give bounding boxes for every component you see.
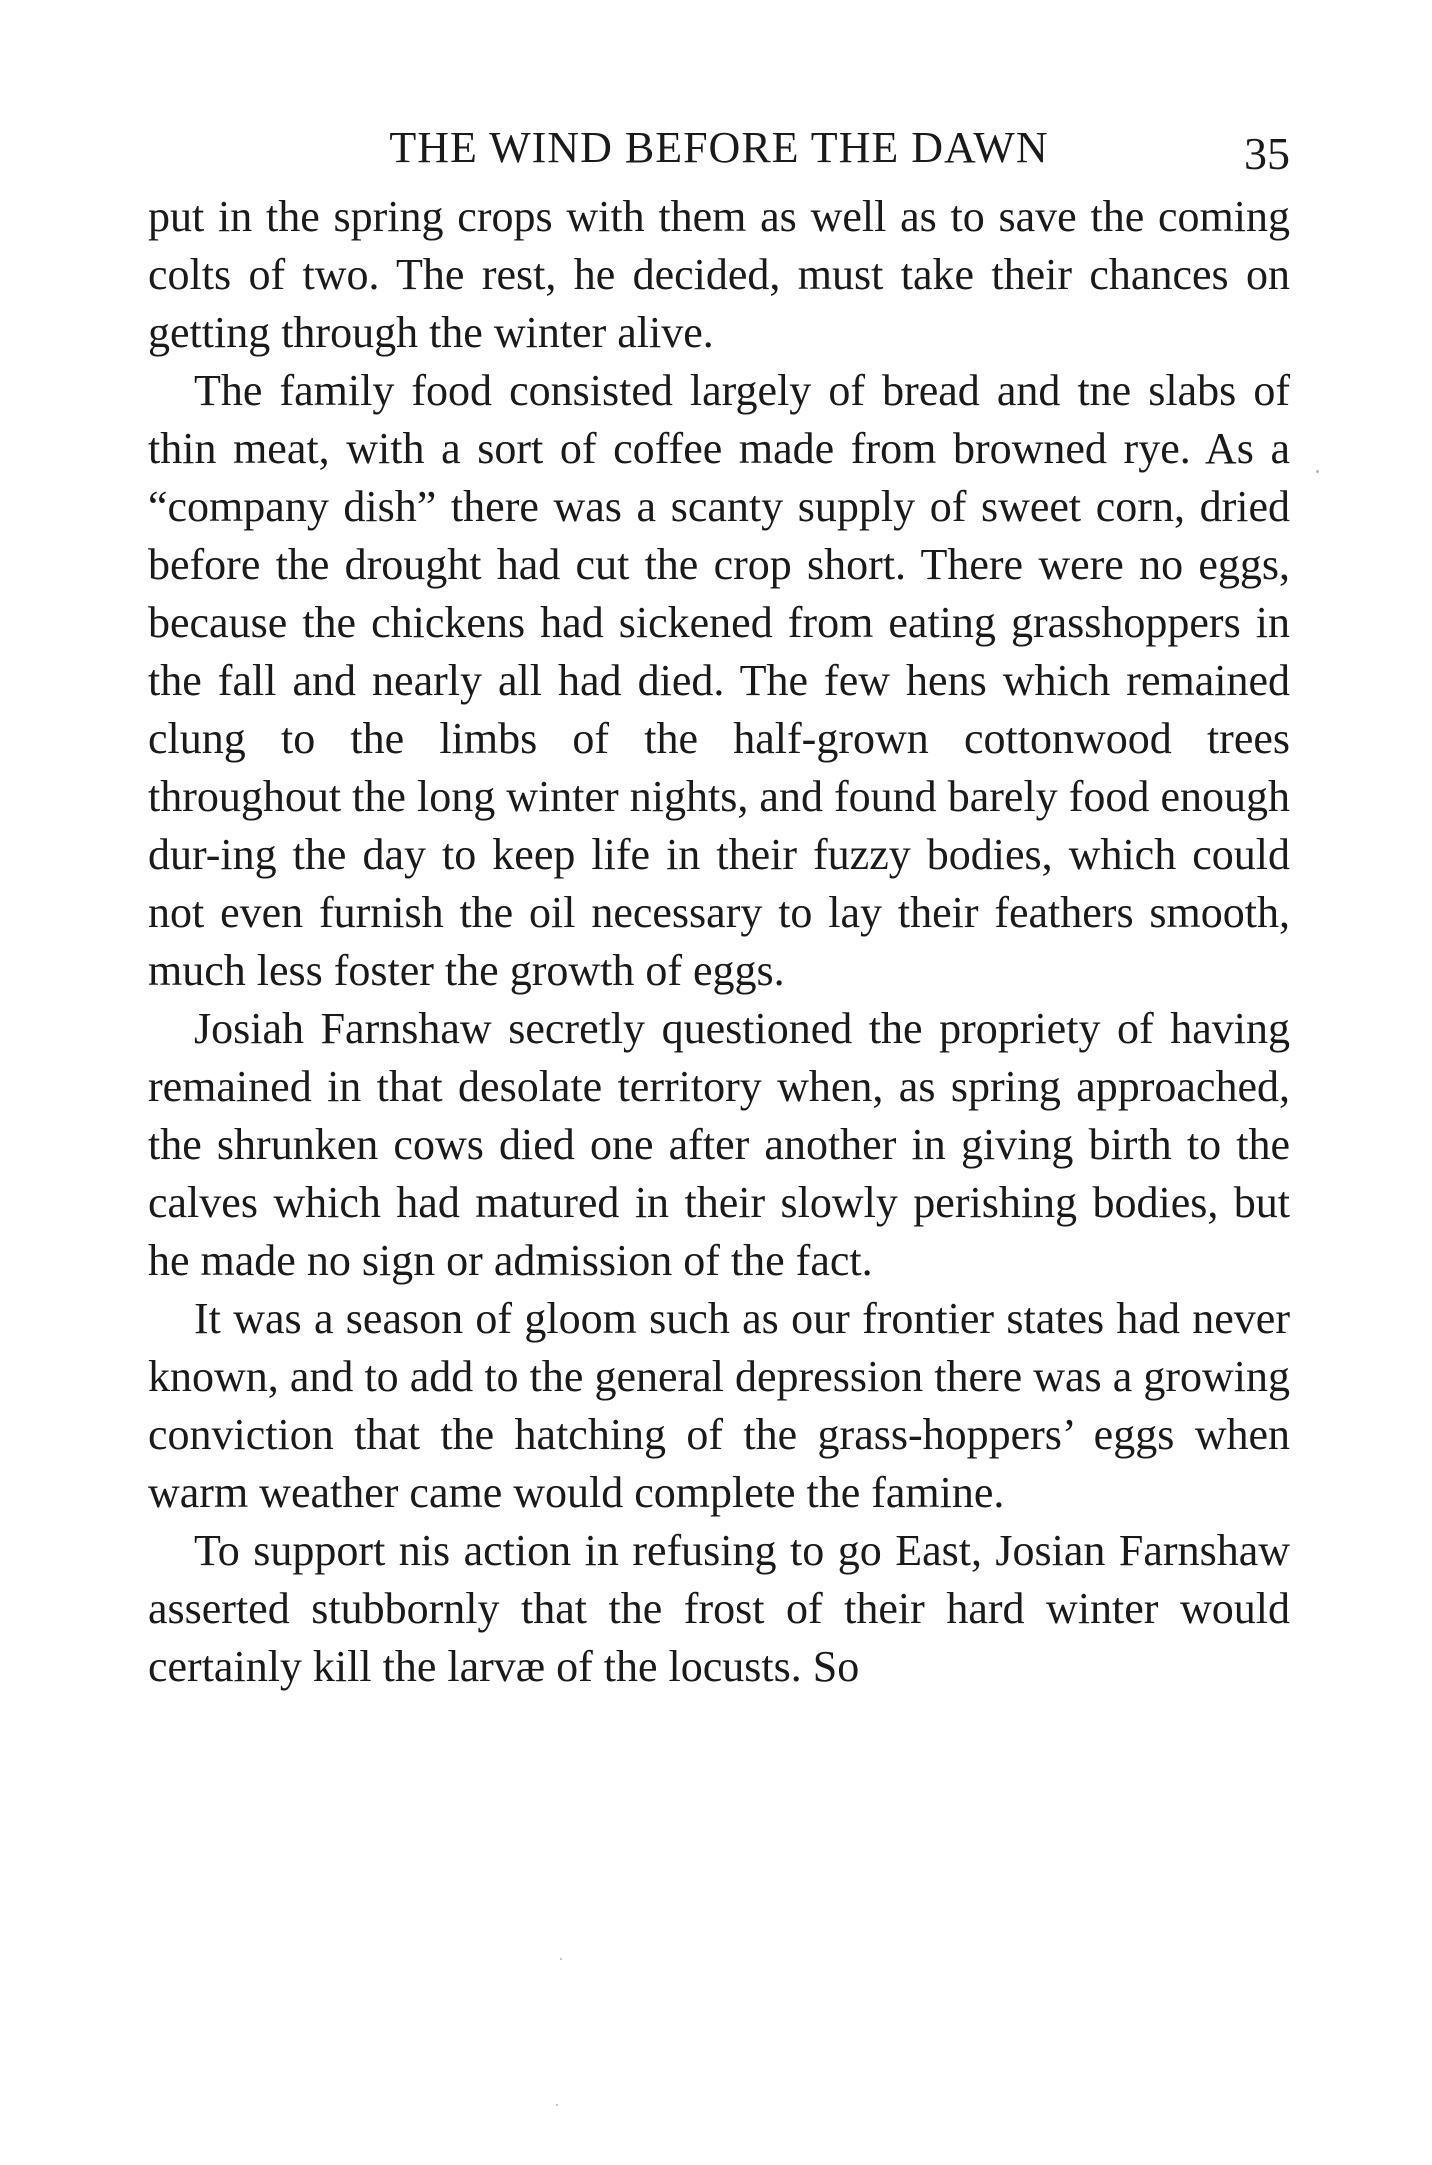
paper-speck (560, 1958, 562, 1960)
paragraph-4: It was a season of gloom such as our frontier states had never known, and to add to the general depression there was a growing conviction that the hatching of the grass-hoppers’ eggs when warm weather came would complete the famine. (148, 1294, 1290, 1517)
paragraph-1: put in the spring crops with them as well as to save the coming colts of two. The rest, he decided, must take their chances on getting through the winter alive. (148, 192, 1290, 357)
running-title: THE WIND BEFORE THE DAWN (389, 123, 1049, 172)
paragraph-3: Josiah Farnshaw secretly questioned the propriety of having remained in that desolate territory when, as spring approached, the shrunken cows died one after another in giving birth to the calves which had matured in their slowly perishing bodies, but he made no sign or admission of the fact. (148, 1004, 1290, 1285)
paper-speck (1316, 470, 1319, 473)
paper-speck (556, 2104, 558, 2106)
paragraph-5: To support nis action in refusing to go East, Josian Farnshaw asserted stubbornly that the frost of their hard winter would certainly kill the larvæ of the locusts. So (148, 1526, 1290, 1691)
paragraph-2: The family food consisted largely of bread and tne slabs of thin meat, with a sort of coffee made from browned rye. As a “company dish” there was a scanty supply of sweet corn, dried before the drought had cut the crop short. There were no eggs, because the chickens had sickened from eating grasshoppers in the fall and nearly all had died. The few hens which remained clung to the limbs of the half-grown cottonwood trees throughout the long winter nights, and found barely food enough dur-ing the day to keep life in their fuzzy bodies, which could not even furnish the oil necessary to lay their feathers smooth, much less foster the growth of eggs. (148, 366, 1290, 995)
body-text (148, 188, 1290, 1696)
running-head (148, 118, 1290, 178)
page-number: 35 (1244, 128, 1290, 179)
